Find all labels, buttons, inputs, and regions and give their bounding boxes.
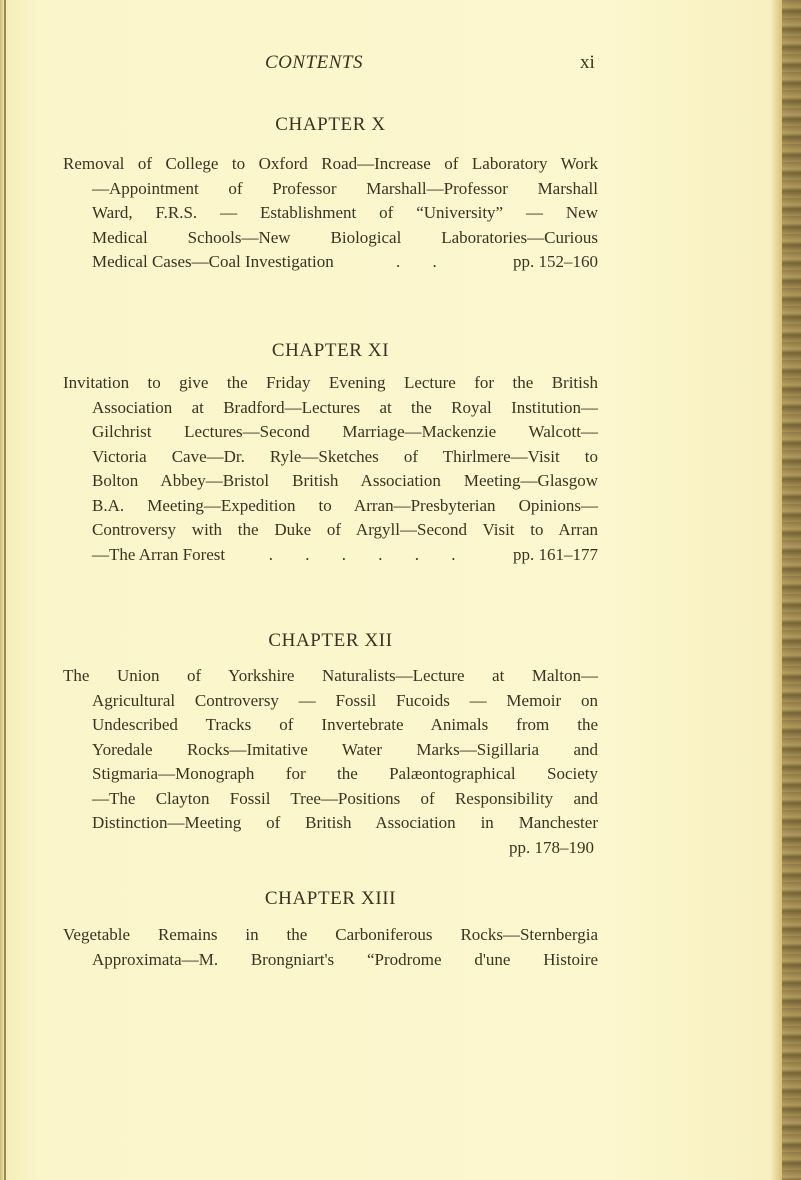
page-range: pp. 178–190: [509, 837, 594, 857]
summary-text: Medical Cases—Coal Investigation: [92, 252, 334, 271]
summary-line: Gilchrist Lectures—Second Marriage—Mackenzie Walcott—: [92, 422, 598, 441]
summary-line: Distinction—Meeting of British Association in Manchester: [92, 813, 598, 832]
summary-line: Yoredale Rocks—Imitative Water Marks—Sigillaria and: [92, 739, 598, 759]
summary-line: Victoria Cave—Dr. Ryle—Sketches of Thirlmere—Visit to: [92, 446, 598, 466]
summary-line: Ward, F.R.S. — Establishment of “University” — New: [92, 203, 598, 222]
dot-leaders: . . . . . .: [268, 544, 470, 564]
chapter-summary: [63, 152, 598, 275]
summary-line: Vegetable Remains in the Carboniferous Rocks—Sternbergia: [63, 925, 598, 944]
summary-line: Approximata—M. Brongniart's “Prodrome d'une Histoire: [92, 949, 598, 969]
summary-line: The Union of Yorkshire Naturalists—Lecture at Malton—: [63, 666, 598, 685]
chapter-heading: CHAPTER X: [275, 114, 386, 135]
page-edge: [4, 0, 6, 1180]
summary-line: Invitation to give the Friday Evening Lecture for the British: [63, 373, 598, 392]
book-spine-edge: [782, 0, 801, 1180]
summary-line: Removal of College to Oxford Road—Increase of Laboratory Work: [63, 154, 598, 173]
dot-leaders: . .: [395, 252, 451, 271]
summary-line: Stigmaria—Monograph for the Palæontographical Society: [92, 764, 598, 783]
chapter-heading: CHAPTER XII: [268, 630, 393, 651]
running-head: [0, 52, 801, 76]
chapter-heading: CHAPTER XIII: [264, 888, 397, 909]
summary-line: Association at Bradford—Lectures at the Royal Institution—: [92, 397, 598, 417]
summary-last-line: [92, 543, 598, 568]
summary-line: Agricultural Controversy — Fossil Fucoids — Memoir on: [92, 690, 598, 710]
summary-line: —Appointment of Professor Marshall—Professor Marshall: [92, 178, 598, 198]
page-range: pp. 152–160: [512, 252, 598, 271]
running-head-title: CONTENTS: [265, 52, 363, 73]
summary-line: Medical Schools—New Biological Laboratories—Curious: [92, 227, 598, 247]
chapter-summary: [63, 923, 598, 972]
summary-line: —The Clayton Fossil Tree—Positions of Responsibility and: [92, 788, 598, 808]
summary-line: Undescribed Tracks of Invertebrate Animals from the: [92, 715, 598, 734]
page-number: xi: [580, 52, 595, 73]
summary-line: Bolton Abbey—Bristol British Association Meeting—Glasgow: [92, 471, 598, 490]
summary-line: Controversy with the Duke of Argyll—Second Visit to Arran: [92, 520, 598, 539]
chapter-summary: [63, 371, 598, 567]
summary-text: —The Arran Forest: [92, 544, 226, 564]
summary-line: B.A. Meeting—Expedition to Arran—Presbyterian Opinions—: [92, 495, 598, 515]
summary-last-line: [92, 250, 598, 275]
chapter-summary: [63, 664, 598, 860]
page-range: pp. 161–177: [512, 544, 598, 564]
chapter-heading: CHAPTER XI: [271, 340, 390, 361]
